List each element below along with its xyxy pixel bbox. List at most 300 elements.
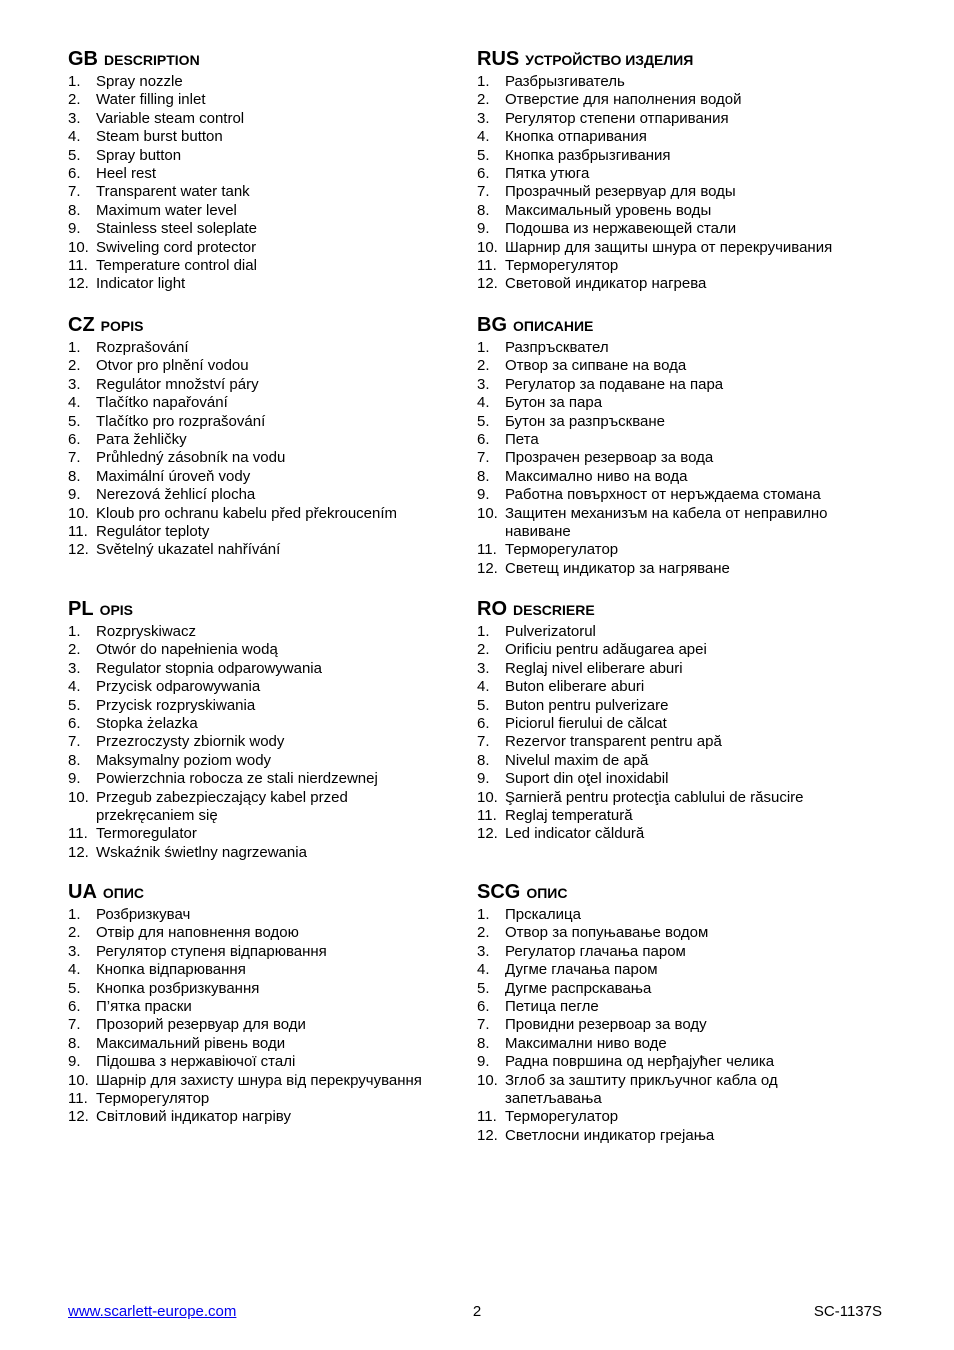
list-item (477, 770, 877, 788)
list-item (477, 128, 897, 146)
list-item (477, 789, 877, 807)
item-text: Transparent water tank (96, 183, 250, 201)
list-item (68, 449, 468, 467)
item-text: Şarnieră pentru protecţia cablului de răsucire (505, 788, 804, 806)
item-list (68, 339, 468, 560)
item-number: 1. (477, 623, 490, 640)
item-text: Stainless steel soleplate (96, 220, 257, 238)
list-item (68, 715, 428, 733)
list-item (68, 660, 428, 678)
list-item (68, 239, 468, 257)
list-item (477, 1016, 857, 1034)
list-item (477, 468, 877, 486)
item-text: Regulátor množství páry (96, 375, 259, 393)
list-item (477, 202, 897, 220)
item-number: 12. (68, 541, 89, 559)
language-code: RO (477, 598, 507, 620)
item-text: Orificiu pentru adăugarea apei (505, 641, 707, 659)
item-list (477, 906, 857, 1145)
list-item (68, 541, 468, 559)
item-number: 3. (477, 659, 490, 677)
item-number: 8. (477, 201, 490, 219)
list-item (477, 641, 877, 659)
list-item (68, 1016, 468, 1034)
item-number: 4. (68, 394, 81, 412)
list-item (68, 961, 468, 979)
list-item (68, 165, 468, 183)
item-text: Отвор за сипване на вода (505, 357, 687, 375)
item-number: 10. (68, 504, 89, 522)
language-code: UA (68, 881, 97, 903)
item-text: Кнопка розбризкування (96, 979, 260, 997)
item-number: 8. (68, 467, 81, 485)
item-text: Регулятор степени отпаривания (505, 109, 729, 127)
item-text: Przegub zabezpieczający kabel przed przekręcaniem się (96, 788, 348, 825)
item-number: 7. (477, 449, 490, 467)
language-code: GB (68, 48, 98, 70)
item-number: 1. (477, 73, 490, 90)
item-number: 10. (477, 788, 498, 806)
list-item (477, 943, 857, 961)
item-list (477, 623, 877, 844)
item-number: 10. (68, 1071, 89, 1089)
list-item (477, 376, 877, 394)
item-number: 2. (477, 641, 490, 659)
item-text: Кнопка отпаривания (505, 128, 647, 146)
section-title (477, 880, 857, 905)
item-number: 10. (68, 238, 89, 256)
item-text: Петица пегле (505, 998, 599, 1016)
list-item (477, 339, 877, 357)
list-item (477, 825, 877, 843)
item-text: Дугме распрскавања (505, 979, 652, 997)
list-item (477, 697, 877, 715)
list-item (68, 505, 468, 523)
item-number: 4. (477, 961, 490, 979)
language-code: SCG (477, 881, 521, 903)
section-title (68, 597, 428, 622)
list-item (68, 523, 468, 541)
list-item (68, 486, 468, 504)
list-item (477, 486, 877, 504)
list-item (68, 844, 428, 862)
item-text: Reglaj nivel eliberare aburi (505, 659, 683, 677)
item-number: 5. (477, 979, 490, 997)
section-rus (477, 47, 897, 294)
item-number: 9. (68, 1053, 81, 1071)
item-text: Регулятор ступеня відпарювання (96, 942, 327, 960)
section-heading: ОПИС (102, 885, 145, 901)
item-text: Rozprašování (96, 339, 189, 356)
list-item (477, 505, 877, 542)
section-gb (68, 47, 468, 294)
list-item (68, 924, 468, 942)
item-number: 8. (477, 751, 490, 769)
item-text: Провидни резервоар за воду (505, 1016, 707, 1034)
section-title (68, 47, 468, 72)
item-number: 5. (68, 979, 81, 997)
section-heading: УСТРОЙСТВО ИЗДЕЛИЯ (525, 52, 694, 68)
item-text: Otvor pro plnění vodou (96, 357, 249, 375)
item-text: Piciorul fierului de călcat (505, 715, 667, 733)
item-text: Прскалица (505, 906, 581, 923)
item-number: 9. (68, 486, 81, 504)
item-number: 3. (477, 942, 490, 960)
section-title (68, 313, 468, 338)
item-text: Indicator light (96, 275, 186, 293)
list-item (477, 73, 897, 91)
list-item (477, 394, 877, 412)
item-number: 12. (477, 559, 498, 577)
list-item (477, 980, 857, 998)
item-text: Световой индикатор нагрева (505, 275, 707, 293)
item-number: 10. (68, 788, 89, 806)
list-item (477, 541, 877, 559)
item-text: Розбризкувач (96, 906, 191, 923)
item-number: 3. (477, 375, 490, 393)
item-number: 9. (477, 220, 490, 238)
item-text: Spray nozzle (96, 73, 183, 90)
language-code: BG (477, 314, 507, 336)
section-heading: ОПИСАНИЕ (513, 318, 594, 334)
item-list (68, 73, 468, 294)
item-text: Отвір для наповнення водою (96, 924, 299, 942)
item-number: 5. (477, 412, 490, 430)
item-text: Przycisk rozpryskiwania (96, 696, 256, 714)
item-text: Дугме глачања паром (505, 961, 658, 979)
item-number: 2. (68, 641, 81, 659)
item-number: 4. (68, 961, 81, 979)
item-number: 2. (68, 357, 81, 375)
list-item (477, 413, 877, 431)
list-item (477, 183, 897, 201)
list-item (477, 961, 857, 979)
item-number: 11. (477, 807, 497, 825)
item-text: Разбрызгиватель (505, 73, 625, 90)
list-item (68, 275, 468, 293)
item-number: 4. (68, 128, 81, 146)
item-text: Шарнир для защиты шнура от перекручивания (505, 238, 833, 256)
list-item (68, 733, 428, 751)
item-number: 3. (68, 109, 81, 127)
list-item (477, 165, 897, 183)
section-heading: ОПИС (526, 885, 568, 901)
item-number: 12. (68, 1108, 89, 1126)
item-number: 2. (68, 924, 81, 942)
item-text: Water filling inlet (96, 91, 206, 109)
item-text: Світловий індикатор нагріву (96, 1108, 291, 1126)
section-pl (68, 597, 428, 862)
item-text: Максимальный уровень воды (505, 201, 712, 219)
list-item (477, 1053, 857, 1071)
item-number: 10. (477, 504, 498, 522)
list-item (477, 1072, 857, 1109)
item-text: Spray button (96, 146, 182, 164)
list-item (477, 257, 897, 275)
list-item (68, 641, 428, 659)
item-number: 1. (477, 339, 490, 356)
list-item (477, 110, 897, 128)
list-item (477, 752, 877, 770)
list-item (477, 1108, 857, 1126)
item-text: Světelný ukazatel nahřívání (96, 541, 281, 559)
item-number: 2. (477, 91, 490, 109)
item-text: Stopka żelazka (96, 715, 198, 733)
item-text: Регулатор глачања паром (505, 942, 686, 960)
item-text: Работна повърхност от неръждаема стомана (505, 486, 821, 504)
list-item (68, 980, 468, 998)
item-text: Variable steam control (96, 109, 245, 127)
page-number: 2 (472, 1303, 482, 1320)
item-number: 10. (477, 1071, 498, 1089)
list-item (68, 1072, 468, 1090)
item-text: Кнопка разбрызгивания (505, 146, 671, 164)
item-text: Buton eliberare aburi (505, 678, 645, 696)
item-list (477, 73, 897, 294)
item-number: 7. (68, 183, 81, 201)
item-number: 11. (68, 523, 88, 541)
item-number: 8. (477, 1034, 490, 1052)
list-item (477, 147, 897, 165)
list-item (477, 807, 877, 825)
item-text: Бутон за разпръскване (505, 412, 665, 430)
list-item (68, 110, 468, 128)
list-item (477, 91, 897, 109)
section-title (477, 313, 877, 338)
item-text: Підошва з нержавіючої сталі (96, 1053, 296, 1071)
item-number: 5. (477, 696, 490, 714)
item-text: Кнопка відпарювання (96, 961, 246, 979)
item-number: 12. (68, 275, 89, 293)
item-number: 11. (477, 257, 497, 275)
list-item (68, 202, 468, 220)
item-text: Терморегулатор (505, 1108, 619, 1126)
item-number: 6. (477, 998, 490, 1016)
list-item (68, 468, 468, 486)
item-text: Пятка утюга (505, 165, 590, 183)
website-link[interactable]: www.scarlett-europe.com (68, 1303, 237, 1320)
language-code: PL (68, 598, 94, 620)
list-item (477, 660, 877, 678)
item-number: 11. (477, 1108, 497, 1126)
list-item (68, 1090, 468, 1108)
item-text: Радна површина од нерђајућег челика (505, 1053, 775, 1071)
item-number: 5. (477, 146, 490, 164)
list-item (477, 998, 857, 1016)
list-item (477, 678, 877, 696)
item-text: Powierzchnia robocza ze stali nierdzewnej (96, 770, 378, 788)
list-item (477, 431, 877, 449)
item-number: 9. (68, 770, 81, 788)
item-number: 11. (68, 257, 88, 275)
item-number: 7. (477, 733, 490, 751)
item-number: 8. (68, 751, 81, 769)
item-number: 3. (477, 109, 490, 127)
list-item (477, 623, 877, 641)
item-number: 12. (477, 825, 498, 843)
list-item (68, 752, 428, 770)
item-number: 7. (477, 1016, 490, 1034)
item-text: Шарнір для захисту шнура від перекручування (96, 1071, 422, 1089)
language-code: CZ (68, 314, 95, 336)
item-text: Nerezová žehlicí plocha (96, 486, 256, 504)
section-heading: OPIS (99, 602, 134, 618)
list-item (68, 770, 428, 788)
item-number: 8. (477, 467, 490, 485)
list-item (68, 128, 468, 146)
list-item (68, 906, 468, 924)
list-item (68, 1035, 468, 1053)
list-item (68, 220, 468, 238)
list-item (477, 733, 877, 751)
item-text: Прозрачен резервоар за вода (505, 449, 714, 467)
section-title (477, 597, 877, 622)
item-number: 1. (477, 906, 490, 923)
item-text: Swiveling cord protector (96, 238, 257, 256)
item-number: 1. (68, 73, 81, 90)
list-item (68, 376, 468, 394)
item-number: 2. (477, 357, 490, 375)
item-number: 3. (68, 375, 81, 393)
item-list (477, 339, 877, 578)
item-number: 1. (68, 623, 81, 640)
item-number: 4. (477, 394, 490, 412)
item-text: Tlačítko napařování (96, 394, 228, 412)
item-text: Отверстие для наполнения водой (505, 91, 742, 109)
list-item (68, 91, 468, 109)
item-number: 2. (68, 91, 81, 109)
item-number: 11. (68, 1090, 88, 1108)
item-text: Зглоб за заштиту прикључног кабла од запетљавања (505, 1071, 778, 1108)
item-number: 5. (68, 412, 81, 430)
list-item (477, 1127, 857, 1145)
item-number: 1. (68, 906, 81, 923)
list-item (477, 1035, 857, 1053)
item-text: Защитен механизъм на кабела от неправилно навиване (505, 504, 828, 541)
item-text: Бутон за пара (505, 394, 603, 412)
list-item (68, 73, 468, 91)
item-number: 7. (68, 733, 81, 751)
item-number: 9. (477, 1053, 490, 1071)
section-title (68, 880, 468, 905)
item-text: Przycisk odparowywania (96, 678, 261, 696)
item-number: 9. (68, 220, 81, 238)
item-number: 3. (68, 659, 81, 677)
item-text: Pата žehličky (96, 431, 187, 449)
list-item (68, 394, 468, 412)
section-scg (477, 880, 857, 1145)
list-item (68, 825, 428, 843)
list-item (68, 697, 428, 715)
list-item (477, 924, 857, 942)
section-cz (68, 313, 468, 560)
item-text: Buton pentru pulverizare (505, 696, 669, 714)
item-text: Терморегулятор (96, 1090, 210, 1108)
item-text: Терморегулятор (505, 257, 619, 275)
item-text: Rozpryskiwacz (96, 623, 197, 640)
list-item (477, 715, 877, 733)
item-text: Wskaźnik świetlny nagrzewania (96, 843, 307, 861)
item-text: Регулатор за подаване на пара (505, 375, 724, 393)
item-list (68, 906, 468, 1127)
list-item (68, 1053, 468, 1071)
item-number: 2. (477, 924, 490, 942)
item-number: 4. (68, 678, 81, 696)
item-text: Suport din oţel inoxidabil (505, 770, 669, 788)
item-number: 12. (68, 843, 89, 861)
item-text: Максимальний рівень води (96, 1034, 286, 1052)
language-code: RUS (477, 48, 520, 70)
item-text: Максимално ниво на вода (505, 467, 688, 485)
item-number: 7. (68, 1016, 81, 1034)
item-number: 6. (68, 998, 81, 1016)
item-number: 12. (477, 275, 498, 293)
list-item (477, 357, 877, 375)
item-text: Максимални ниво воде (505, 1034, 667, 1052)
item-number: 10. (477, 238, 498, 256)
item-number: 7. (477, 183, 490, 201)
item-text: П’ятка праски (96, 998, 192, 1016)
item-text: Nivelul maxim de apă (505, 751, 649, 769)
item-text: Heel rest (96, 165, 157, 183)
item-text: Прозорий резервуар для води (96, 1016, 306, 1034)
item-text: Пета (505, 431, 539, 449)
section-heading: POPIS (100, 318, 144, 334)
item-number: 1. (68, 339, 81, 356)
list-item (68, 678, 428, 696)
item-text: Терморегулатор (505, 541, 619, 559)
item-text: Průhledný zásobník na vodu (96, 449, 286, 467)
item-text: Kloub pro ochranu kabelu před překroucením (96, 504, 398, 522)
item-text: Przezroczysty zbiornik wody (96, 733, 285, 751)
item-number: 6. (477, 165, 490, 183)
list-item (477, 449, 877, 467)
list-item (68, 257, 468, 275)
list-item (68, 413, 468, 431)
item-text: Maximální úroveň vody (96, 467, 251, 485)
item-number: 5. (68, 696, 81, 714)
item-text: Светещ индикатор за нагряване (505, 559, 730, 577)
item-number: 6. (68, 165, 81, 183)
list-item (68, 943, 468, 961)
section-heading: DESCRIPTION (104, 52, 200, 68)
item-text: Termoregulator (96, 825, 197, 843)
item-text: Led indicator căldură (505, 825, 645, 843)
item-number: 7. (68, 449, 81, 467)
list-item (68, 1108, 468, 1126)
item-text: Pulverizatorul (505, 623, 596, 640)
item-number: 12. (477, 1126, 498, 1144)
item-number: 4. (477, 128, 490, 146)
item-number: 4. (477, 678, 490, 696)
item-number: 6. (477, 431, 490, 449)
item-text: Steam burst button (96, 128, 223, 146)
item-number: 9. (477, 770, 490, 788)
item-number: 3. (68, 942, 81, 960)
list-item (477, 560, 877, 578)
item-text: Reglaj temperatură (505, 807, 633, 825)
list-item (477, 220, 897, 238)
item-text: Temperature control dial (96, 257, 257, 275)
list-item (477, 906, 857, 924)
item-text: Разпръсквател (505, 339, 609, 356)
list-item (68, 623, 428, 641)
section-ro (477, 597, 877, 844)
list-item (68, 789, 428, 826)
item-list (68, 623, 428, 862)
item-text: Отвор за попуњавање водом (505, 924, 709, 942)
item-text: Светлосни индикатор грејања (505, 1126, 715, 1144)
